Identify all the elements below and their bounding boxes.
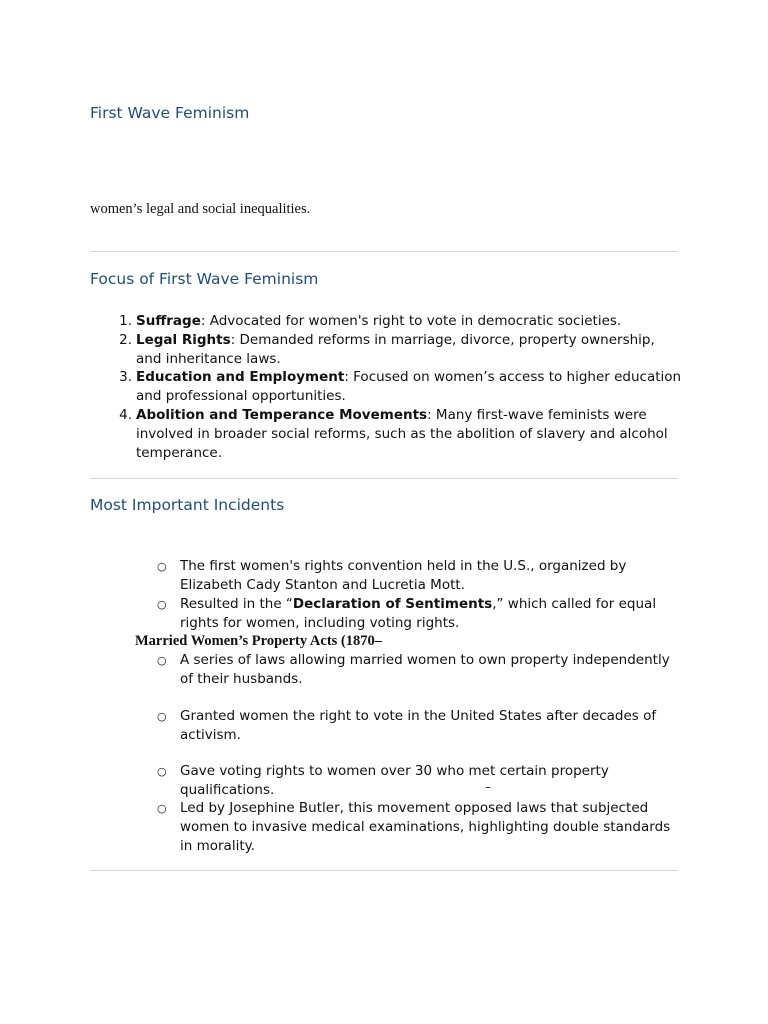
bullet-icon: ○ xyxy=(157,560,167,573)
bullet-icon: ○ xyxy=(157,802,167,815)
list-term: Legal Rights xyxy=(136,331,231,348)
list-item xyxy=(119,368,684,406)
divider xyxy=(90,478,678,479)
bullet-text: A series of laws allowing married women to own property independently of their husbands. xyxy=(180,652,670,687)
bullet-text: Led by Josephine Butler, this movement opposed laws that subjected women to invasive medical examinations, highlighting double standards in morality. xyxy=(180,800,671,854)
list-item xyxy=(157,651,686,689)
dash-mark: – xyxy=(485,780,491,794)
list-desc: : Advocated for women's right to vote in democratic societies. xyxy=(200,313,622,329)
focus-heading: Focus of First Wave Feminism xyxy=(90,270,319,288)
list-desc: : Many first-wave feminists were involved in broader social reforms, such as the abolition of slavery and alcohol temperance. xyxy=(136,406,668,461)
list-item xyxy=(157,557,686,595)
list-item xyxy=(157,762,686,800)
incidents-heading: Most Important Incidents xyxy=(90,496,285,514)
list-number: 3. xyxy=(119,369,132,386)
bullet-icon: ○ xyxy=(157,598,167,611)
bullet-icon: ○ xyxy=(157,765,167,778)
list-item xyxy=(157,595,686,633)
list-term: Abolition and Temperance Movements xyxy=(136,406,428,423)
bullet-text: Gave voting rights to women over 30 who met certain property qualifications. xyxy=(180,763,609,798)
list-item xyxy=(119,406,684,462)
divider xyxy=(90,870,678,871)
focus-list xyxy=(119,312,684,462)
list-desc: : Demanded reforms in marriage, divorce, property ownership, and inheritance laws. xyxy=(136,331,655,367)
list-desc: : Focused on women’s access to higher education and professional opportunities. xyxy=(136,369,682,405)
intro-text: women’s legal and social inequalities. xyxy=(90,201,311,217)
bullet-text: The first women's rights convention held in the U.S., organized by Elizabeth Cady Stanton and Lucretia Mott. xyxy=(180,558,627,593)
bullet-text-pre: Resulted in the “ xyxy=(180,596,293,612)
list-item xyxy=(157,799,686,855)
bullet-text-bold: Declaration of Sentiments xyxy=(292,596,493,612)
bullet-icon: ○ xyxy=(157,654,167,667)
list-number: 2. xyxy=(119,331,132,348)
list-term: Education and Employment xyxy=(136,369,345,386)
page-title: First Wave Feminism xyxy=(90,104,250,122)
list-number: 1. xyxy=(119,313,132,329)
list-item xyxy=(119,331,684,369)
bullet-text: Granted women the right to vote in the United States after decades of activism. xyxy=(180,708,657,743)
list-number: 4. xyxy=(119,406,132,423)
married-acts-heading: Married Women’s Property Acts (1870– xyxy=(135,633,382,649)
list-item xyxy=(119,312,684,331)
bullet-text-post: ,” which called for equal rights for women, including voting rights. xyxy=(180,596,657,631)
list-term: Suffrage xyxy=(136,313,201,329)
divider xyxy=(90,251,678,252)
list-item xyxy=(157,707,686,745)
bullet-icon: ○ xyxy=(157,710,167,723)
